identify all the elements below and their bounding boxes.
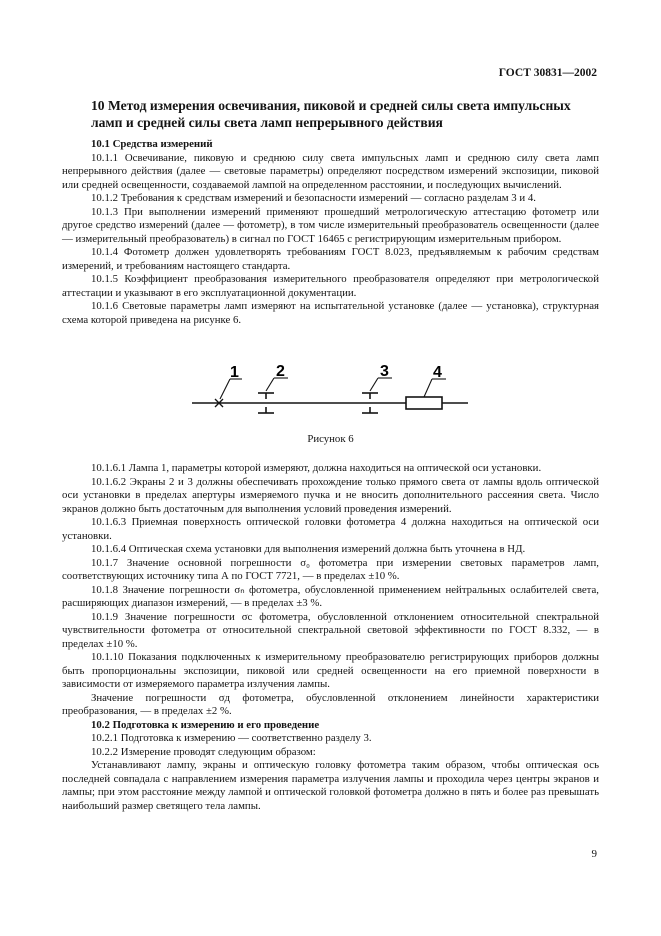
paragraph: Устанавливают лампу, экраны и оптическую головку фотометра таким образом, чтобы оптическая ось последней совпадала с направлением измерения параметра излучения лампы и проходила через центры экранов и лампы; при этом расстояние между лампой и оптической головкой фотометра должно в пять и более раз превышать наибольший размер светящего тела лампы. [62,759,599,812]
label-2: 2 [276,363,285,380]
page-number: 9 [591,848,597,860]
leader-1 [220,379,230,399]
leader-2 [266,378,274,391]
paragraph: 10.1.6.3 Приемная поверхность оптической головки фотометра 4 должна находиться на оптической оси установки. [62,516,599,542]
leader-4 [424,379,432,397]
text-block-1 [62,138,599,327]
paragraph: 10.1.5 Коэффициент преобразования измерительного преобразователя определяют при метрологической аттестации и указывают в его эксплуатационной документации. [62,273,599,299]
figure-caption: Рисунок 6 [307,433,354,445]
paragraph: 10.1.6 Световые параметры ламп измеряют на испытательной установке (далее — установка), структурная схема которой приведена на рисунке 6. [62,300,599,326]
text-block-2 [62,462,599,813]
paragraph: 10.2.2 Измерение проводят следующим образом: [91,745,316,758]
section-title: 10 Метод измерения освечивания, пиковой и средней силы света импульсных ламп и средней силы света ламп непрерывного действия [91,98,571,130]
figure-6-diagram [190,362,470,422]
paragraph: 10.1.6.4 Оптическая схема установки для выполнения измерений должна быть уточнена в НД. [91,543,526,555]
paragraph: 10.1.2 Требования к средствам измерений и безопасности измерений — согласно разделам 3 и 4. [91,192,536,204]
paragraph: 10.1.9 Значение погрешности σc фотометра, обусловленной отклонением относительной спектральной чувствительности фотометра от относительной спектральной световой эффективности по ГОСТ 8.332, — в пределах ±10 %. [62,610,599,650]
photometer-head [406,397,442,409]
subsection-heading: 10.2 Подготовка к измерению и его проведение [91,718,320,731]
paragraph: 10.1.8 Значение погрешности σₙ фотометра, обусловленной применением нейтральных ослабителей света, расширяющих диапазон измерений, — в пределах ±3 %. [62,583,599,609]
paragraph: Значение погрешности σд фотометра, обусловленной отклонением линейности характеристики преобразования, — в пределах ±2 %. [62,691,599,717]
label-4: 4 [433,364,442,381]
paragraph: 10.1.1 Освечивание, пиковую и среднюю силу света импульсных ламп и среднюю силу света ламп непрерывного действия (далее — световые параметры) определяют посредством измерений экспозиции, пиковой или средней освещенности, создаваемой лампой на определенном расстоянии, и последующих вычислений. [62,151,599,191]
paragraph: 10.1.7 Значение основной погрешности σ₀ фотометра при измерении световых параметров ламп, соответствующих источнику типа А по ГОСТ 7721, — в пределах ±10 %. [62,556,599,582]
paragraph: 10.2.1 Подготовка к измерению — соответственно разделу 3. [91,732,372,744]
paragraph: 10.1.10 Показания подключенных к измерительному преобразователю регистрирующих приборов должны быть пропорциональны экспозиции, пиковой или средней освещенности на его приемной поверхности в зависимости от измеряемого параметра излучения лампы. [62,651,599,690]
paragraph: 10.1.4 Фотометр должен удовлетворять требованиям ГОСТ 8.023, предъявляемым к рабочим средствам измерений, и требованиям настоящего стандарта. [62,246,599,272]
doc-code-header: ГОСТ 30831—2002 [498,67,597,79]
label-3: 3 [380,363,389,380]
subsection-heading: 10.1 Средства измерений [91,138,213,150]
paragraph: 10.1.6.1 Лампа 1, параметры которой измеряют, должна находиться на оптической оси установки. [91,462,542,474]
label-1: 1 [230,364,239,381]
paragraph: 10.1.6.2 Экраны 2 и 3 должны обеспечивать прохождение только прямого света от лампы вдоль оптической оси установки в пределах апертуры измеряемого пучка и не вносить дополнительного рассеяния света. Число экранов должно быть достаточным для выполнения условий проведения измерений. [62,475,599,515]
leader-3 [370,378,378,391]
paragraph: 10.1.3 При выполнении измерений применяют прошедший метрологическую аттестацию фотометр или другое средство измерений (далее — фотометр), в том числе измерительный преобразователь освещенности (далее — измерительный преобразователь) в сигнал по ГОСТ 16465 с регистрирующим измерительным прибором. [62,205,599,245]
